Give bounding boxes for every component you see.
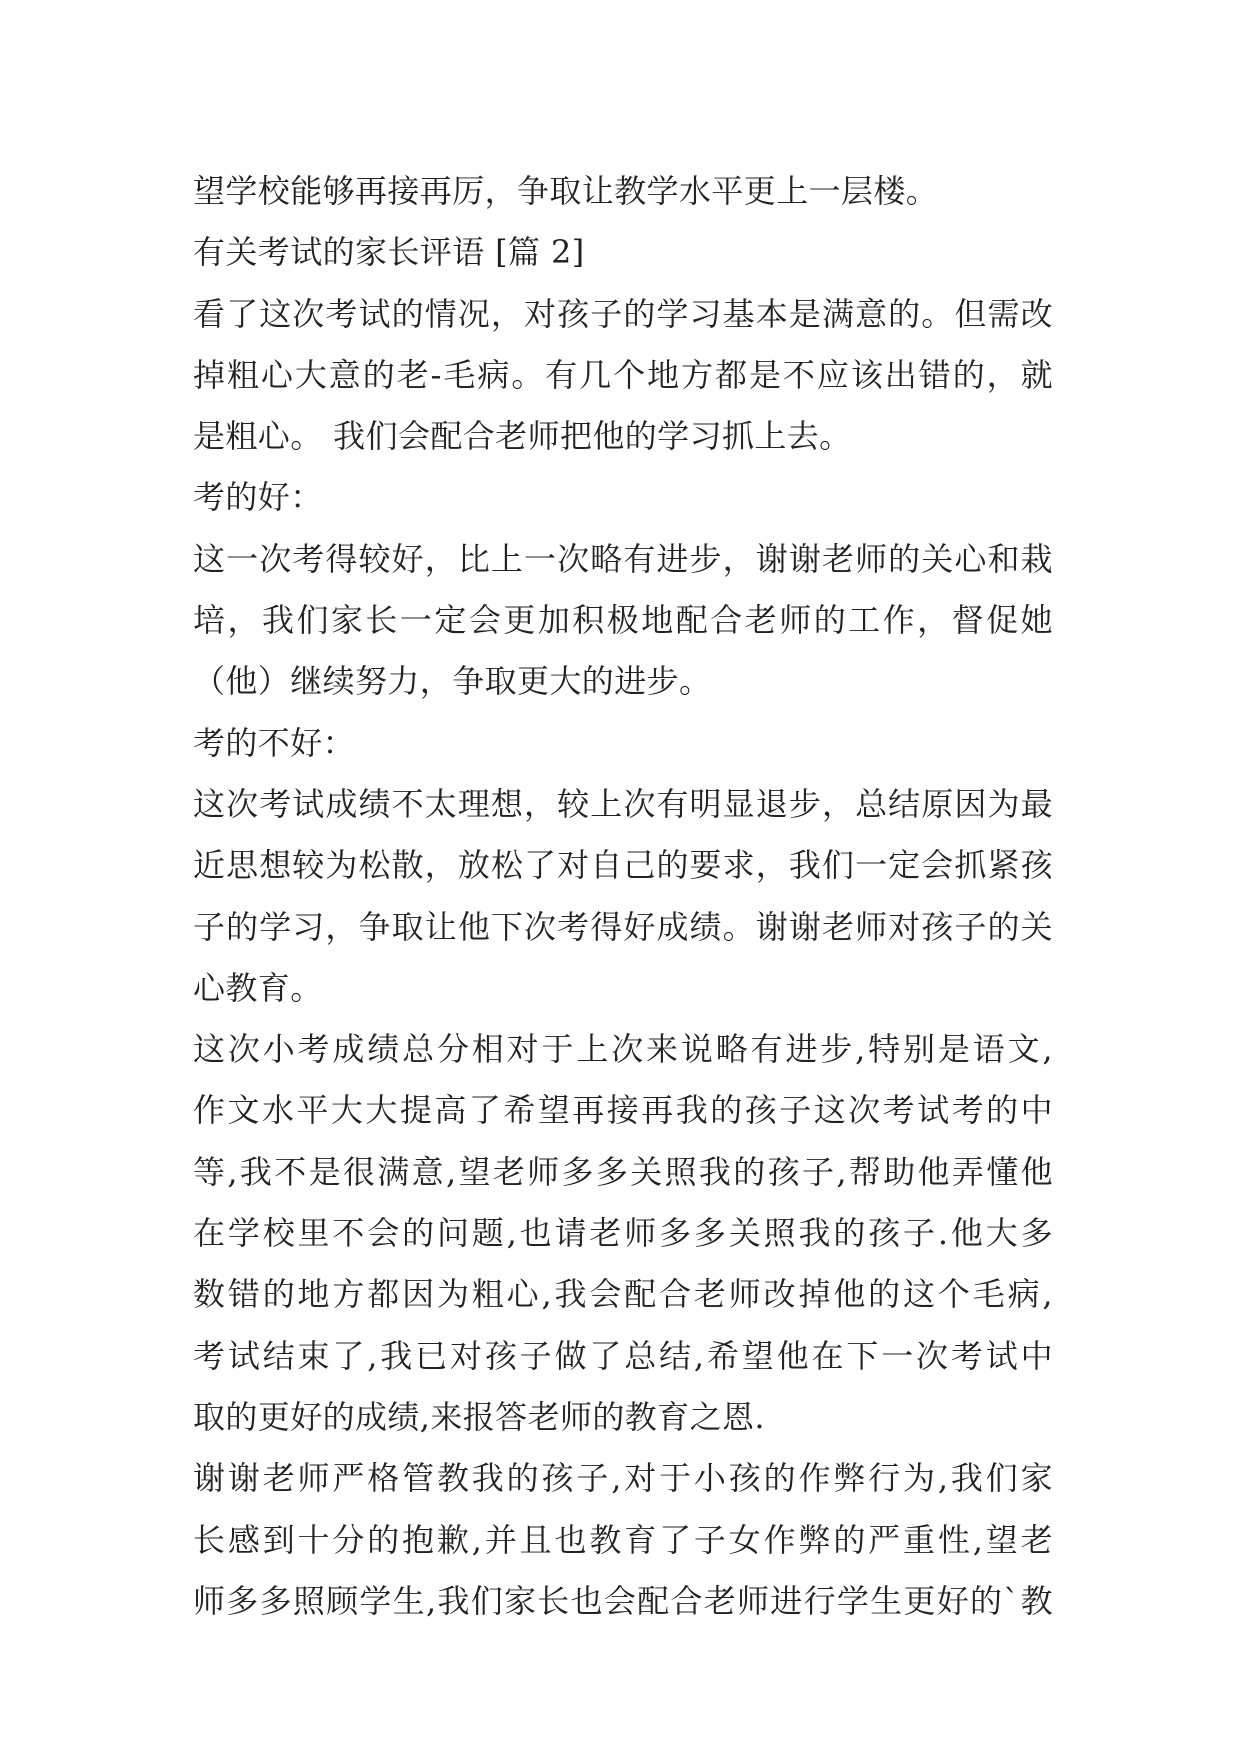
paragraph-line: 等,我不是很满意,望老师多多关照我的孩子,帮助他弄懂他 xyxy=(193,1152,1053,1191)
paragraph-line: 这次小考成绩总分相对于上次来说略有进步,特别是语文, xyxy=(193,1030,1053,1069)
paragraph-line: 师多多照顾学生,我们家长也会配合老师进行学生更好的`教 xyxy=(193,1581,1053,1620)
subheading-bad: 考的不好： xyxy=(193,723,356,762)
paragraph-line: 长感到十分的抱歉,并且也教育了子女作弊的严重性,望老 xyxy=(193,1520,1053,1559)
paragraph-line: 这一次考得较好，比上一次略有进步，谢谢老师的关心和栽 xyxy=(193,539,1053,578)
subheading-good: 考的好： xyxy=(193,478,323,517)
paragraph-line: 这次考试成绩不太理想，较上次有明显退步，总结原因为最 xyxy=(193,784,1053,823)
paragraph-line: 近思想较为松散，放松了对自己的要求，我们一定会抓紧孩 xyxy=(193,846,1053,885)
paragraph-line: 数错的地方都因为粗心,我会配合老师改掉他的这个毛病, xyxy=(193,1275,1053,1314)
paragraph-line: 取的更好的成绩,来报答老师的教育之恩. xyxy=(193,1397,765,1436)
paragraph-line: 在学校里不会的问题,也请老师多多关照我的孩子.他大多 xyxy=(193,1214,1053,1253)
paragraph-line: 望学校能够再接再厉，争取让教学水平更上一层楼。 xyxy=(193,172,939,210)
section-heading: 有关考试的家长评语 [篇 2] xyxy=(193,233,585,272)
paragraph-line: 谢谢老师严格管教我的孩子,对于小孩的作弊行为,我们家 xyxy=(193,1459,1053,1498)
paragraph-line: 培，我们家长一定会更加积极地配合老师的工作，督促她 xyxy=(193,601,1053,640)
paragraph-line: 考试结束了,我已对孩子做了总结,希望他在下一次考试中 xyxy=(193,1336,1053,1375)
paragraph-line: 作文水平大大提高了希望再接再我的孩子这次考试考的中 xyxy=(193,1091,1053,1130)
paragraph-line: 心教育。 xyxy=(193,968,323,1007)
paragraph-line: 掉粗心大意的老-毛病。有几个地方都是不应该出错的，就 xyxy=(193,355,1053,394)
paragraph-line: 子的学习，争取让他下次考得好成绩。谢谢老师对孩子的关 xyxy=(193,907,1053,946)
paragraph-line: （他）继续努力，争取更大的进步。 xyxy=(193,662,712,701)
paragraph-line: 是粗心。 我们会配合老师把他的学习抓上去。 xyxy=(193,417,852,456)
document-body xyxy=(193,161,1053,1632)
paragraph-line: 看了这次考试的情况，对孩子的学习基本是满意的。但需改 xyxy=(193,294,1053,333)
